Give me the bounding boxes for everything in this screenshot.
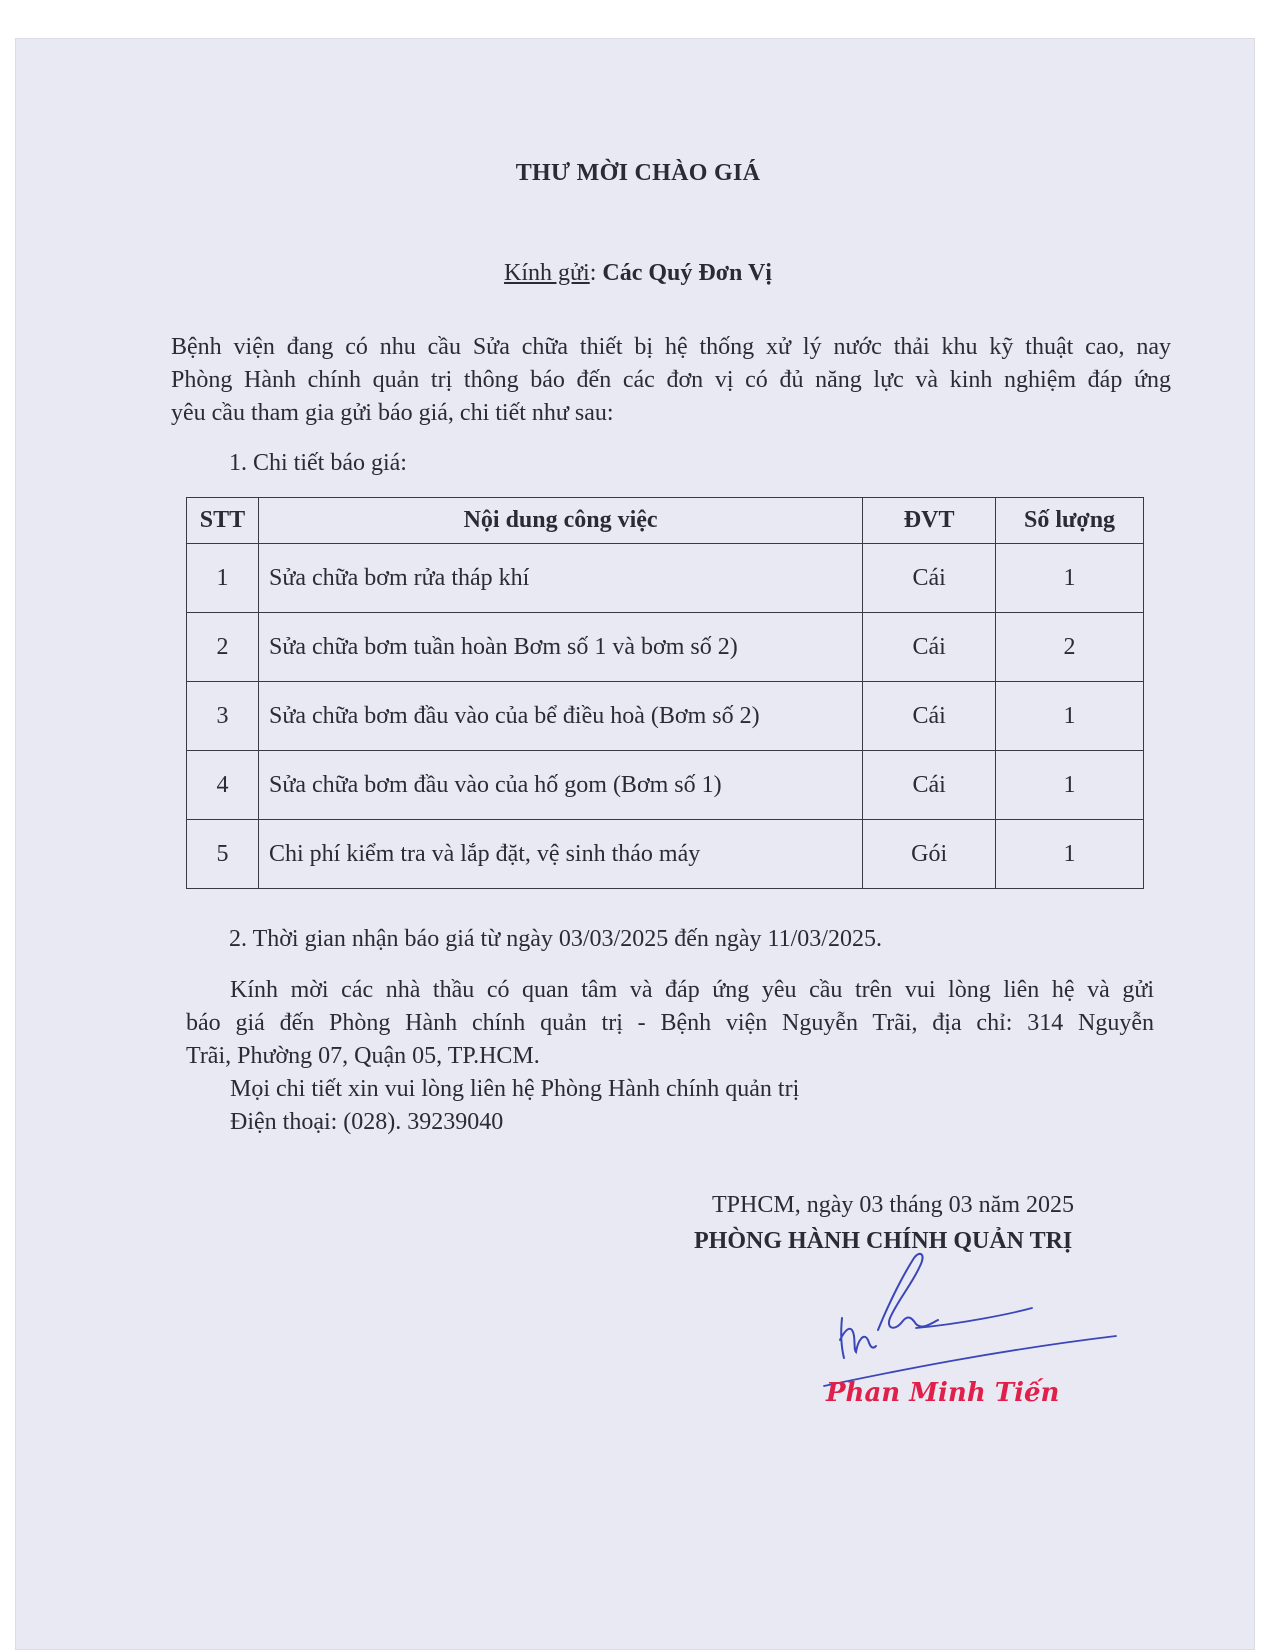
cell-quantity: 1 — [996, 820, 1144, 889]
handwritten-signature — [820, 1240, 1120, 1400]
closing-line: Trãi, Phường 07, Quận 05, TP.HCM. — [186, 1043, 540, 1069]
greeting-label: Kính gửi — [504, 260, 590, 286]
cell-content: Sửa chữa bơm đầu vào của hố gom (Bơm số 1) — [258, 751, 862, 820]
signature-date: TPHCM, ngày 03 tháng 03 năm 2025 — [712, 1192, 1074, 1218]
cell-quantity: 2 — [996, 613, 1144, 682]
intro-line: Bệnh viện đang có nhu cầu Sửa chữa thiết bị hệ thống xử lý nước thải khu kỹ thuật cao, nay — [171, 334, 1171, 360]
cell-stt: 3 — [187, 682, 259, 751]
cell-stt: 4 — [187, 751, 259, 820]
signatory-name-stamp: Phan Minh Tiến — [826, 1378, 1060, 1408]
cell-unit: Cái — [863, 613, 996, 682]
table-header-row — [187, 498, 1144, 544]
table-row — [187, 544, 1144, 613]
cell-content: Sửa chữa bơm rửa tháp khí — [258, 544, 862, 613]
phone-line: Điện thoại: (028). 39239040 — [230, 1109, 504, 1135]
cell-content: Sửa chữa bơm tuần hoàn Bơm số 1 và bơm số 2) — [258, 613, 862, 682]
cell-stt: 1 — [187, 544, 259, 613]
header-content: Nội dung công việc — [258, 498, 862, 544]
greeting-colon: : — [589, 260, 597, 286]
document-title: THƯ MỜI CHÀO GIÁ — [515, 160, 761, 186]
cell-stt: 2 — [187, 613, 259, 682]
table-row — [187, 820, 1144, 889]
contact-line: Mọi chi tiết xin vui lòng liên hệ Phòng Hành chính quản trị — [230, 1076, 800, 1102]
header-stt: STT — [187, 498, 259, 544]
cell-unit: Cái — [863, 682, 996, 751]
cell-quantity: 1 — [996, 751, 1144, 820]
quote-table — [186, 497, 1144, 889]
cell-unit: Cái — [863, 751, 996, 820]
table-row — [187, 682, 1144, 751]
section-1-heading: 1. Chi tiết báo giá: — [229, 450, 407, 476]
section-2-heading: 2. Thời gian nhận báo giá từ ngày 03/03/2025 đến ngày 11/03/2025. — [229, 926, 882, 952]
cell-quantity: 1 — [996, 682, 1144, 751]
table-row — [187, 613, 1144, 682]
cell-unit: Gói — [863, 820, 996, 889]
cell-content: Chi phí kiểm tra và lắp đặt, vệ sinh tháo máy — [258, 820, 862, 889]
intro-line: yêu cầu tham gia gửi báo giá, chi tiết như sau: — [171, 400, 614, 426]
cell-content: Sửa chữa bơm đầu vào của bể điều hoà (Bơm số 2) — [258, 682, 862, 751]
intro-paragraph — [171, 331, 1171, 430]
closing-line: báo giá đến Phòng Hành chính quản trị - Bệnh viện Nguyễn Trãi, địa chỉ: 314 Nguyễn — [186, 1010, 1154, 1036]
intro-line: Phòng Hành chính quản trị thông báo đến các đơn vị có đủ năng lực và kinh nghiệm đáp ứng — [171, 367, 1171, 393]
cell-stt: 5 — [187, 820, 259, 889]
header-quantity: Số lượng — [996, 498, 1144, 544]
greeting-recipient: Các Quý Đơn Vị — [602, 260, 772, 286]
greeting-line — [0, 260, 1276, 287]
cell-unit: Cái — [863, 544, 996, 613]
table-row — [187, 751, 1144, 820]
signature-department: PHÒNG HÀNH CHÍNH QUẢN TRỊ — [694, 1228, 1073, 1254]
closing-line: Kính mời các nhà thầu có quan tâm và đáp ứng yêu cầu trên vui lòng liên hệ và gửi — [230, 977, 1154, 1003]
cell-quantity: 1 — [996, 544, 1144, 613]
closing-paragraph — [186, 974, 1154, 1139]
header-unit: ĐVT — [863, 498, 996, 544]
